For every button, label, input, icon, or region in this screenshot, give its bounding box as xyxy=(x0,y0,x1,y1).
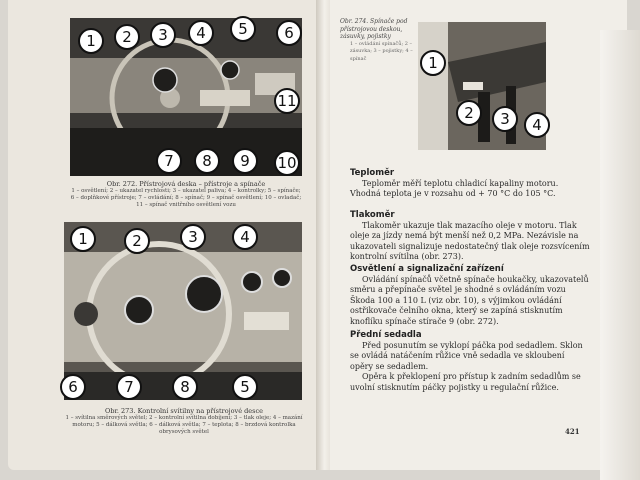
figure-272-photo xyxy=(70,18,302,176)
callout-272-11: 11 xyxy=(274,88,300,114)
text-tlakomer: Tlakoměr ukazuje tlak mazacího oleje v motoru. Tlak oleje za jízdy nemá být menší než 0,2 MPa. Nezávisle na ukazovateli signalizuje nedostatečný tlak oleje rozsvícením kontrolní svítilna (obr. 273). xyxy=(350,220,590,261)
figure-274-caption xyxy=(340,18,418,63)
figure-273-caption xyxy=(64,408,304,436)
callout-273-2: 2 xyxy=(124,228,150,254)
heading-predni-sedadla: Přední sedadla xyxy=(350,330,422,340)
callout-273-8: 8 xyxy=(172,374,198,400)
figure-274-title: Obr. 274. Spínače pod přístrojovou deskou, xyxy=(340,18,408,33)
callout-272-10: 10 xyxy=(274,150,300,176)
heading-osvetleni: Osvětlení a signalizační zařízení xyxy=(350,264,504,274)
page-edges xyxy=(600,30,640,480)
figure-273-title: Obr. 273. Kontrolní svítilny na přístrojové desce xyxy=(105,407,263,415)
heading-teplomer: Teploměr xyxy=(350,168,395,178)
figure-272-legend: 1 – osvětlení; 2 – ukazatel rychlosti; 3 – ukazatel paliva; 4 – kontrolky; 5 – spínače; 6 – doplňkové přístroje; 7 – ovládání; 8 – spínač; 9 – spínač osvětlení; 10 – ovladač; 11 – spínač vnitřního osvětlení vozu xyxy=(70,188,302,208)
text-predni-sedadla-2: Opěra k překlopení pro přístup k zadním sedadlům se uvolní stisknutím páčky pojistky u regulační růžice. xyxy=(350,372,581,392)
text-osvetleni: Ovládání spínačů včetně spínače houkačky, ukazovatelů směru a přepínače světel je shodné s ovládáním vozu Škoda 100 a 110 L (viz obr. 10), s výjimkou ovládání ostřikovače čelního okna, který se zapíná stisknutím knoflíku spínače stírače 9 (obr. 272). xyxy=(350,274,589,326)
heading-tlakomer: Tlakoměr xyxy=(350,210,395,220)
callout-273-4: 4 xyxy=(232,224,258,250)
section-osvetleni xyxy=(350,264,590,327)
dashboard-illustration xyxy=(70,18,302,176)
section-tlakomer xyxy=(350,210,590,263)
figure-274-legend: 1 – ovládání spínačů; 2 – zásuvka; 3 – pojistky; 4 – spínač xyxy=(350,40,413,62)
text-predni-sedadla: Před posunutím se vyklopí páčka pod sedadlem. Sklon se ovládá natáčením růžice vně sedadla ve skloubení opěry se sedadlem. xyxy=(350,340,583,371)
callout-272-9: 9 xyxy=(232,148,258,174)
callout-272-1: 1 xyxy=(78,28,104,54)
callout-273-7: 7 xyxy=(116,374,142,400)
text-teplomer: Teploměr měří teplotu chladicí kapaliny motoru. Vhodná teplota je v rozsahu od + 70 °C do 105 °C. xyxy=(350,178,559,198)
callout-272-2: 2 xyxy=(114,24,140,50)
figure-274-title-line2: zásuvky, pojistky xyxy=(340,33,391,40)
callout-273-3: 3 xyxy=(180,224,206,250)
section-predni-sedadla xyxy=(350,330,590,393)
figure-273-legend: 1 – svítilna směrových světel; 2 – kontrolní svítilna dobíjení; 3 – tlak oleje; 4 – mazání motoru; 5 – dálková světla; 6 – dálková světla; 7 – teplota; 8 – brzdová kontrolka obrysových světel xyxy=(65,415,303,435)
callout-272-7: 7 xyxy=(156,148,182,174)
figure-272-title: Obr. 272. Přístrojová deska – přístroje a spínače xyxy=(106,180,266,188)
callout-272-8: 8 xyxy=(194,148,220,174)
callout-272-5: 5 xyxy=(230,16,256,42)
callout-274-4: 4 xyxy=(524,112,550,138)
callout-272-3: 3 xyxy=(150,22,176,48)
callout-274-3: 3 xyxy=(492,106,518,132)
callout-274-1: 1 xyxy=(420,50,446,76)
callout-273-1: 1 xyxy=(70,226,96,252)
callout-272-4: 4 xyxy=(188,20,214,46)
callout-272-6: 6 xyxy=(276,20,302,46)
book-gutter xyxy=(316,0,330,470)
page-number: 421 xyxy=(565,427,580,436)
callout-274-2: 2 xyxy=(456,100,482,126)
figure-272-caption xyxy=(70,181,302,209)
callout-273-5: 5 xyxy=(232,374,258,400)
callout-273-6: 6 xyxy=(60,374,86,400)
section-teplomer xyxy=(350,168,590,200)
